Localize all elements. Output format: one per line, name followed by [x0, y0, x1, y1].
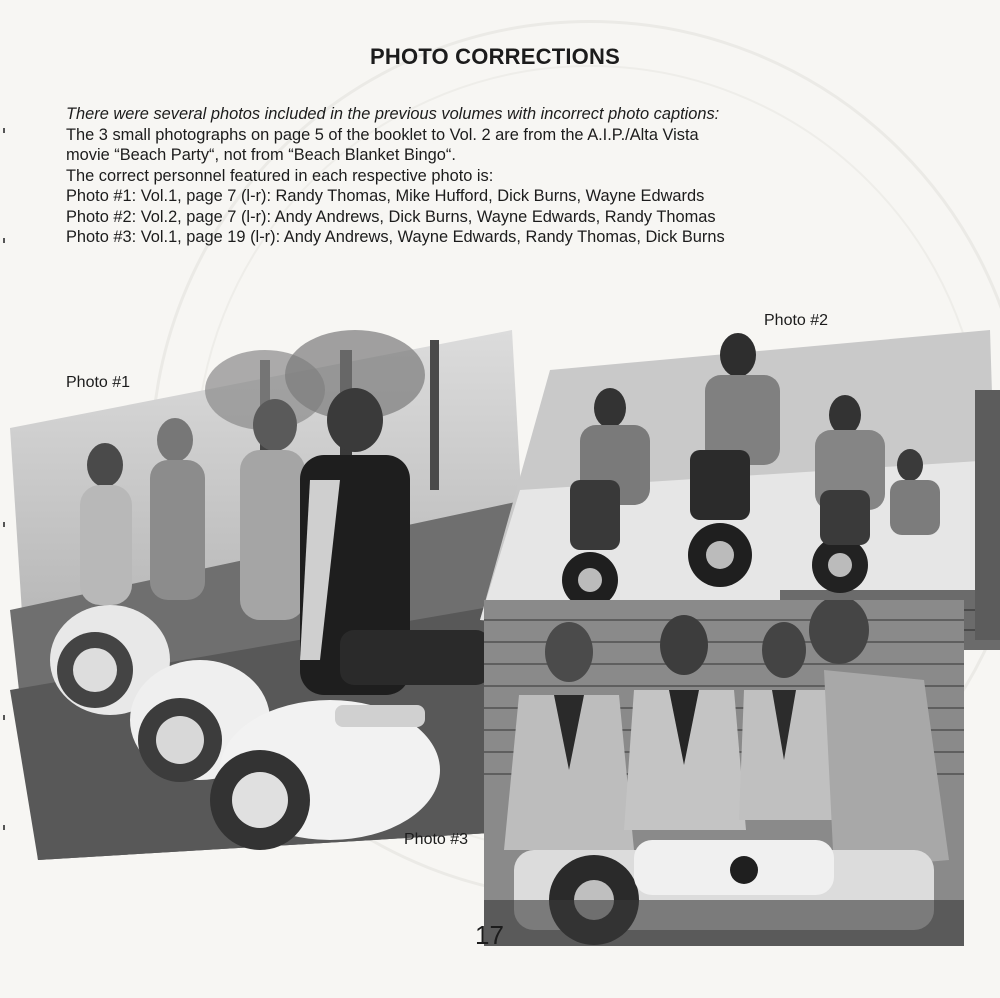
margin-mark — [3, 238, 5, 243]
photo-2-label: Photo #2 — [764, 312, 829, 329]
body-line: The correct personnel featured in each respective photo is: — [66, 166, 494, 185]
photo-2-credit: Photo #2: Vol.2, page 7 (l-r): Andy Andrews, Dick Burns, Wayne Edwards, Randy Thomas — [66, 207, 716, 226]
photo-1-artwork — [10, 330, 540, 860]
photo-1-credit: Photo #1: Vol.1, page 7 (l-r): Randy Thomas, Mike Hufford, Dick Burns, Wayne Edwards — [66, 187, 705, 205]
photo-3-label: Photo #3 — [404, 831, 469, 848]
photo-3-artwork — [484, 600, 964, 946]
margin-mark — [3, 715, 5, 720]
photo-3-image — [484, 600, 964, 946]
corrections-text — [66, 104, 946, 248]
photo-1-label: Photo #1 — [66, 374, 131, 391]
page-title: PHOTO CORRECTIONS — [370, 44, 620, 69]
body-line: The 3 small photographs on page 5 of the booklet to Vol. 2 are from the A.I.P./Alta Vista — [66, 125, 699, 144]
photo-3-credit: Photo #3: Vol.1, page 19 (l-r): Andy Andrews, Wayne Edwards, Randy Thomas, Dick Burns — [66, 228, 725, 246]
photo-1-image — [10, 330, 540, 860]
margin-mark — [3, 522, 5, 527]
margin-mark — [3, 128, 5, 133]
page-number: 17 — [475, 920, 504, 950]
margin-mark — [3, 825, 5, 830]
body-line: movie “Beach Party“, not from “Beach Blanket Bingo“. — [66, 146, 456, 164]
intro-line: There were several photos included in the previous volumes with incorrect photo captions: — [66, 105, 720, 123]
